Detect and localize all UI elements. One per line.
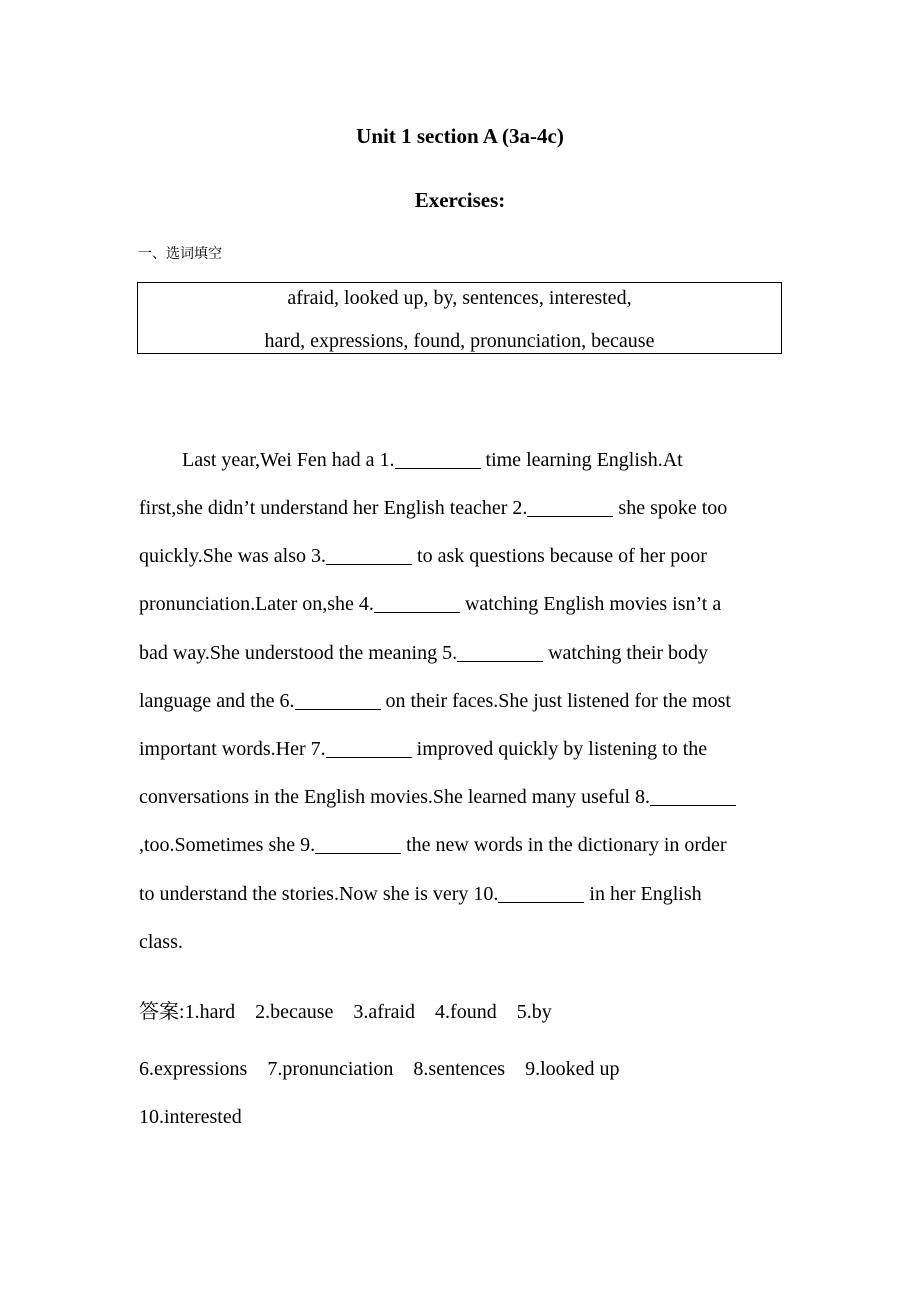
answer-item: 4.found (435, 1001, 497, 1023)
answer-item: 6.expressions (139, 1058, 248, 1080)
passage-line: Last year,Wei Fen had a 1. time learning English.At (182, 449, 683, 471)
passage-line: language and the 6. on their faces.She just listened for the most (139, 690, 731, 712)
passage-line: ,too.Sometimes she 9. the new words in the dictionary in order (139, 834, 727, 856)
blank-3[interactable] (326, 546, 412, 565)
passage-line: to understand the stories.Now she is very 10. in her English (139, 883, 702, 905)
answer-item: 2.because (255, 1001, 334, 1023)
answer-item: 8.sentences (413, 1058, 506, 1080)
passage-line: quickly.She was also 3. to ask questions because of her poor (139, 545, 707, 567)
blank-10[interactable] (498, 884, 584, 903)
page-title: Unit 1 section A (3a-4c) (356, 124, 564, 148)
passage-line: conversations in the English movies.She learned many useful 8. (139, 786, 736, 809)
answer-row (139, 995, 552, 1024)
blank-9[interactable] (315, 835, 401, 854)
answer-item: 1.hard (184, 1001, 236, 1023)
passage-line: pronunciation.Later on,she 4. watching English movies isn’t a (139, 593, 722, 615)
blank-6[interactable] (295, 691, 381, 710)
passage-line: first,she didn’t understand her English teacher 2. she spoke too (139, 497, 728, 519)
passage-line: important words.Her 7. improved quickly by listening to the (139, 738, 708, 760)
word-bank-line: afraid, looked up, by, sentences, interested, (287, 287, 632, 309)
section-label: 一、选词填空 (138, 246, 222, 262)
exercises-heading: Exercises: (414, 188, 506, 212)
blank-8[interactable] (650, 787, 736, 806)
blank-5[interactable] (457, 643, 543, 662)
answer-item: 9.looked up (525, 1058, 620, 1080)
passage-line: bad way.She understood the meaning 5. watching their body (139, 642, 709, 664)
answer-row (139, 1058, 620, 1081)
answer-item: 7.pronunciation (267, 1058, 394, 1080)
answer-item: 10.interested (139, 1106, 242, 1128)
answer-item: 3.afraid (353, 1001, 416, 1023)
blank-1[interactable] (395, 450, 481, 469)
word-bank-line: hard, expressions, found, pronunciation, because (264, 330, 655, 352)
answer-prefix: 答案: (139, 1001, 185, 1023)
word-bank-box (137, 282, 782, 354)
passage-line: class. (139, 931, 183, 953)
blank-2[interactable] (527, 498, 613, 517)
answer-item: 5.by (516, 1001, 552, 1023)
answer-row (139, 1106, 242, 1129)
blank-7[interactable] (326, 739, 412, 758)
blank-4[interactable] (374, 594, 460, 613)
